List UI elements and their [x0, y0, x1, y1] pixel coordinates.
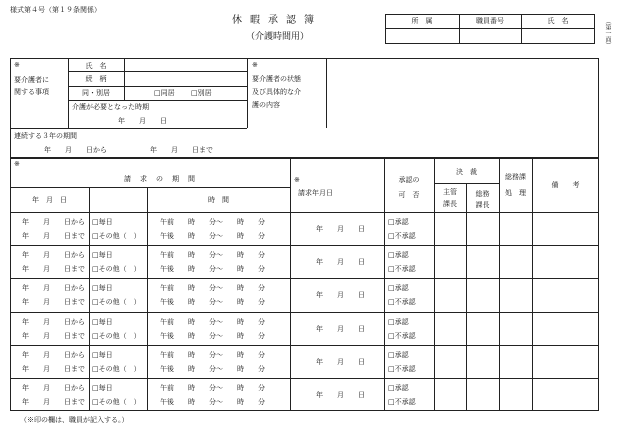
col-supervisor-header-2: 課長 [443, 200, 457, 208]
time-pm[interactable]: 午後 時 分～ 時 分 [160, 232, 265, 240]
table-mark-mid: ※ [294, 176, 300, 184]
condition-mark: ※ [252, 61, 258, 69]
date-to[interactable]: 年 月 日まで [22, 232, 85, 240]
approve-checkbox[interactable]: □承認 [388, 383, 409, 392]
period-from[interactable]: 年 月 日から [44, 146, 107, 154]
time-pm[interactable]: 午後 時 分～ 時 分 [160, 265, 265, 274]
approve-checkbox[interactable]: □承認 [388, 251, 409, 260]
care-label-1: 要介護者に [14, 76, 49, 84]
date-to[interactable]: 年 月 日まで [22, 331, 85, 340]
other-checkbox[interactable]: □その他（ ） [92, 298, 141, 307]
col-approval-header-2: 可 否 [398, 191, 420, 199]
reject-checkbox[interactable]: □不承認 [388, 364, 416, 373]
other-checkbox[interactable]: □その他（ ） [92, 397, 141, 406]
staff-no-field[interactable] [460, 29, 520, 43]
date-from[interactable]: 年 月 日から [22, 284, 85, 293]
time-am[interactable]: 午前 時 分～ 時 分 [160, 350, 265, 359]
footnote: （※印の欄は、職員が記入する。） [20, 416, 129, 424]
name-field[interactable] [522, 29, 594, 43]
every-day-checkbox[interactable]: □毎日 [92, 383, 113, 392]
col-supervisor-header-1: 主管 [443, 188, 457, 196]
side-note: （第一面） [604, 18, 611, 48]
row-divider [10, 345, 599, 346]
other-checkbox[interactable]: □その他（ ） [92, 364, 141, 373]
care-mark: ※ [14, 61, 20, 69]
col-ga-header-1: 総務課 [505, 173, 526, 181]
date-to[interactable]: 年 月 日まで [22, 265, 85, 274]
care-cohab-label: 同・別居 [82, 89, 110, 97]
time-pm[interactable]: 午後 時 分～ 時 分 [160, 331, 265, 340]
request-date[interactable]: 年 月 日 [316, 324, 365, 333]
reject-checkbox[interactable]: □不承認 [388, 331, 416, 340]
date-from[interactable]: 年 月 日から [22, 383, 85, 392]
time-am[interactable]: 午前 時 分～ 時 分 [160, 284, 265, 293]
other-checkbox[interactable]: □その他（ ） [92, 265, 141, 274]
col-remarks-header: 備 考 [551, 181, 580, 189]
date-to[interactable]: 年 月 日まで [22, 364, 85, 373]
dept-label: 所 属 [411, 17, 433, 25]
period-to[interactable]: 年 月 日まで [150, 146, 213, 154]
other-checkbox[interactable]: □その他（ ） [92, 232, 141, 240]
reject-checkbox[interactable]: □不承認 [388, 232, 416, 240]
staff-no-label: 職員番号 [476, 17, 504, 25]
form-title: 休暇承認簿 [232, 15, 322, 26]
col-approval-header-1: 承認の [398, 176, 420, 184]
row-divider [10, 278, 599, 279]
request-date[interactable]: 年 月 日 [316, 357, 365, 366]
time-am[interactable]: 午前 時 分～ 時 分 [160, 251, 265, 260]
time-am[interactable]: 午前 時 分～ 時 分 [160, 383, 265, 392]
col-ga-chief-header-1: 総務 [475, 190, 490, 198]
time-pm[interactable]: 午後 時 分～ 時 分 [160, 298, 265, 307]
col-ga-chief-header-2: 課長 [475, 201, 490, 209]
condition-label-3: 護の内容 [252, 101, 280, 109]
request-date[interactable]: 年 月 日 [316, 291, 365, 300]
time-am[interactable]: 午前 時 分～ 時 分 [160, 317, 265, 326]
care-needed-date[interactable]: 年 月 日 [118, 117, 167, 125]
cohab-together-checkbox[interactable]: □同居 [154, 89, 175, 97]
request-date[interactable]: 年 月 日 [316, 225, 365, 233]
approve-checkbox[interactable]: □承認 [388, 218, 409, 226]
period-label: 連続する３年の期間 [14, 132, 77, 140]
reject-checkbox[interactable]: □不承認 [388, 298, 416, 307]
care-label-2: 関する事項 [14, 88, 49, 96]
condition-field[interactable] [328, 60, 596, 126]
every-day-checkbox[interactable]: □毎日 [92, 284, 113, 293]
form-number: 様式第４号（第１９条関係） [10, 6, 101, 14]
every-day-checkbox[interactable]: □毎日 [92, 350, 113, 359]
time-pm[interactable]: 午後 時 分～ 時 分 [160, 364, 265, 373]
care-relation-label: 続 柄 [85, 75, 107, 83]
name-label: 氏 名 [547, 17, 569, 25]
row-divider [10, 378, 599, 379]
col-ga-header-2: 処 理 [505, 189, 526, 197]
care-name-label: 氏 名 [85, 62, 107, 70]
date-from[interactable]: 年 月 日から [22, 251, 85, 260]
col-time-header: 時 間 [208, 196, 229, 204]
condition-label-2: 及び具体的な介 [252, 88, 301, 96]
table-mark-left: ※ [14, 160, 20, 168]
other-checkbox[interactable]: □その他（ ） [92, 331, 141, 340]
date-from[interactable]: 年 月 日から [22, 218, 85, 226]
request-date[interactable]: 年 月 日 [316, 390, 365, 399]
dept-field[interactable] [386, 29, 458, 43]
col-decision-header: 決 裁 [456, 168, 477, 176]
reject-checkbox[interactable]: □不承認 [388, 265, 416, 274]
time-pm[interactable]: 午後 時 分～ 時 分 [160, 397, 265, 406]
approve-checkbox[interactable]: □承認 [388, 317, 409, 326]
condition-label-1: 要介護者の状態 [252, 75, 301, 83]
request-period-header: 請 求 の 期 間 [124, 175, 196, 183]
request-date[interactable]: 年 月 日 [316, 258, 365, 267]
date-from[interactable]: 年 月 日から [22, 350, 85, 359]
row-divider [10, 245, 599, 246]
approve-checkbox[interactable]: □承認 [388, 350, 409, 359]
row-divider [10, 312, 599, 313]
col-date-header: 年 月 日 [32, 196, 67, 204]
date-from[interactable]: 年 月 日から [22, 317, 85, 326]
every-day-checkbox[interactable]: □毎日 [92, 251, 113, 260]
cohab-separate-checkbox[interactable]: □別居 [191, 89, 212, 97]
every-day-checkbox[interactable]: □毎日 [92, 218, 113, 226]
reject-checkbox[interactable]: □不承認 [388, 397, 416, 406]
every-day-checkbox[interactable]: □毎日 [92, 317, 113, 326]
date-to[interactable]: 年 月 日まで [22, 298, 85, 307]
approve-checkbox[interactable]: □承認 [388, 284, 409, 293]
date-to[interactable]: 年 月 日まで [22, 397, 85, 406]
time-am[interactable]: 午前 時 分～ 時 分 [160, 218, 265, 226]
col-request-date-header: 請求年月日 [298, 189, 333, 197]
form-subtitle: （介護時間用） [246, 32, 310, 42]
care-needed-label: 介護が必要となった時期 [72, 103, 149, 111]
